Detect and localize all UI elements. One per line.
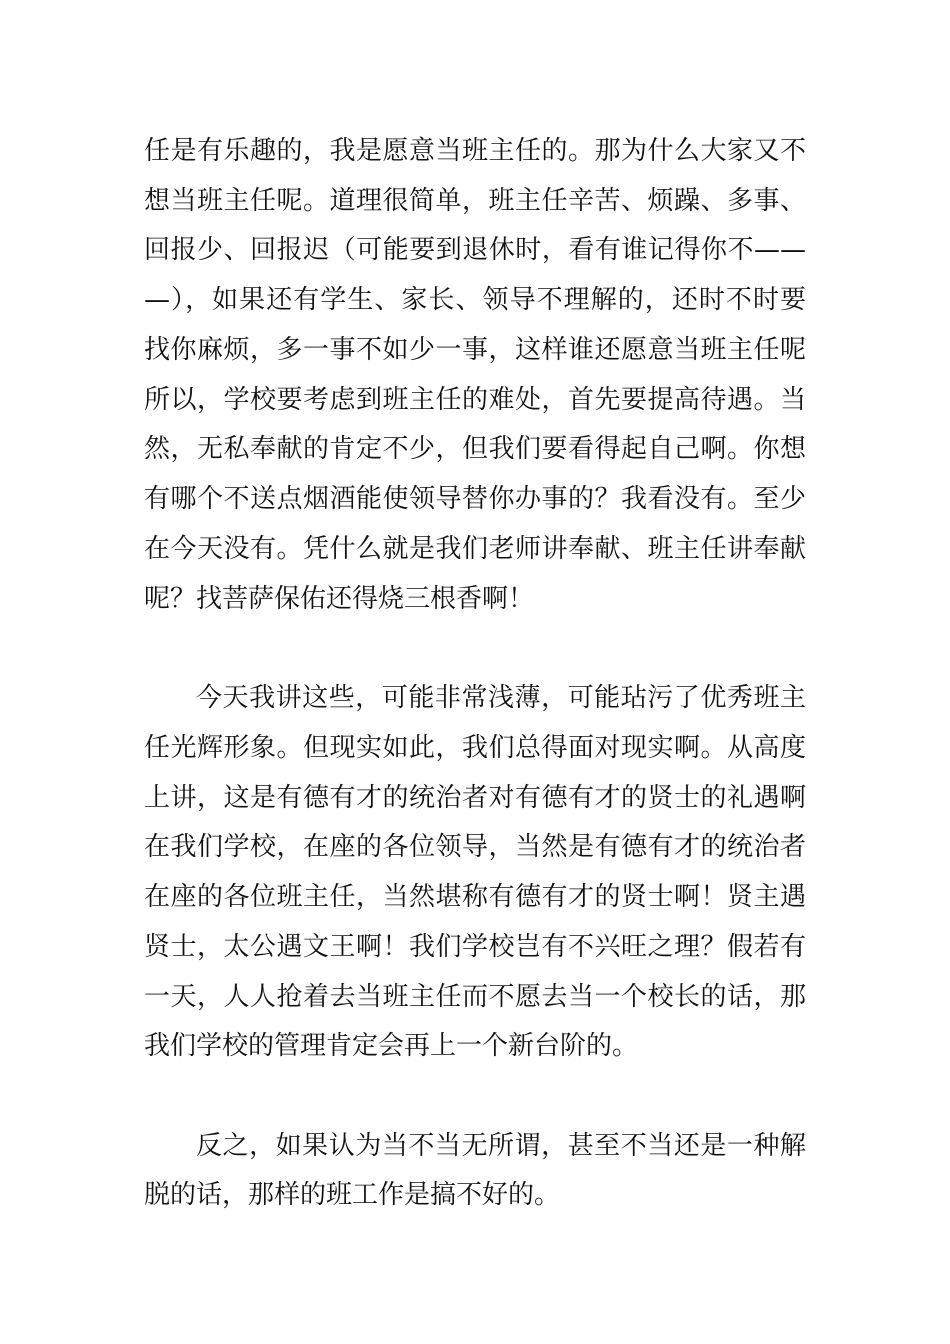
paragraph-2-line-6: 贤士，太公遇文王啊！我们学校岂有不兴旺之理？假若有	[144, 932, 806, 962]
paragraph-2-line-8: 我们学校的管理肯定会再上一个新台阶的。	[144, 1031, 639, 1061]
paragraph-1-line-7: 然，无私奉献的肯定不少，但我们要看得起自己啊。你想	[144, 434, 806, 464]
paragraph-1-line-9: 在今天没有。凭什么就是我们老师讲奉献、班主任讲奉献	[144, 534, 806, 564]
paragraph-2-line-7: 一天，人人抢着去当班主任而不愿去当一个校长的话，那	[144, 982, 806, 1012]
paragraph-2-line-3: 上讲，这是有德有才的统治者对有德有才的贤士的礼遇啊	[144, 783, 806, 813]
paragraph-1-line-4: —），如果还有学生、家长、领导不理解的，还时不时要	[144, 285, 806, 315]
paragraph-3-line-1: 反之，如果认为当不当无所谓，甚至不当还是一种解	[196, 1131, 806, 1161]
paragraph-1-line-1: 任是有乐趣的，我是愿意当班主任的。那为什么大家又不	[144, 136, 806, 166]
paragraph-1-line-10: 呢？找菩萨保佑还得烧三根香啊！	[144, 584, 535, 614]
paragraph-2-line-5: 在座的各位班主任，当然堪称有德有才的贤士啊！贤主遇	[144, 882, 806, 912]
paragraph-1-line-2: 想当班主任呢。道理很简单，班主任辛苦、烦躁、多事、	[144, 186, 806, 216]
paragraph-2-line-2: 任光辉形象。但现实如此，我们总得面对现实啊。从高度	[144, 733, 806, 763]
paragraph-1-line-3: 回报少、回报迟（可能要到退休时，看有谁记得你不——	[144, 235, 806, 265]
paragraph-1-line-8: 有哪个不送点烟酒能使领导替你办事的？我看没有。至少	[144, 484, 806, 514]
paragraph-1-line-6: 所以，学校要考虑到班主任的难处，首先要提高待遇。当	[144, 385, 806, 415]
paragraph-1-line-5: 找你麻烦，多一事不如少一事，这样谁还愿意当班主任呢	[144, 335, 806, 365]
paragraph-2-line-1: 今天我讲这些，可能非常浅薄，可能玷污了优秀班主	[196, 683, 806, 713]
paragraph-3-line-2: 脱的话，那样的班工作是搞不好的。	[144, 1180, 561, 1210]
paragraph-2-line-4: 在我们学校，在座的各位领导，当然是有德有才的统治者	[144, 832, 806, 862]
